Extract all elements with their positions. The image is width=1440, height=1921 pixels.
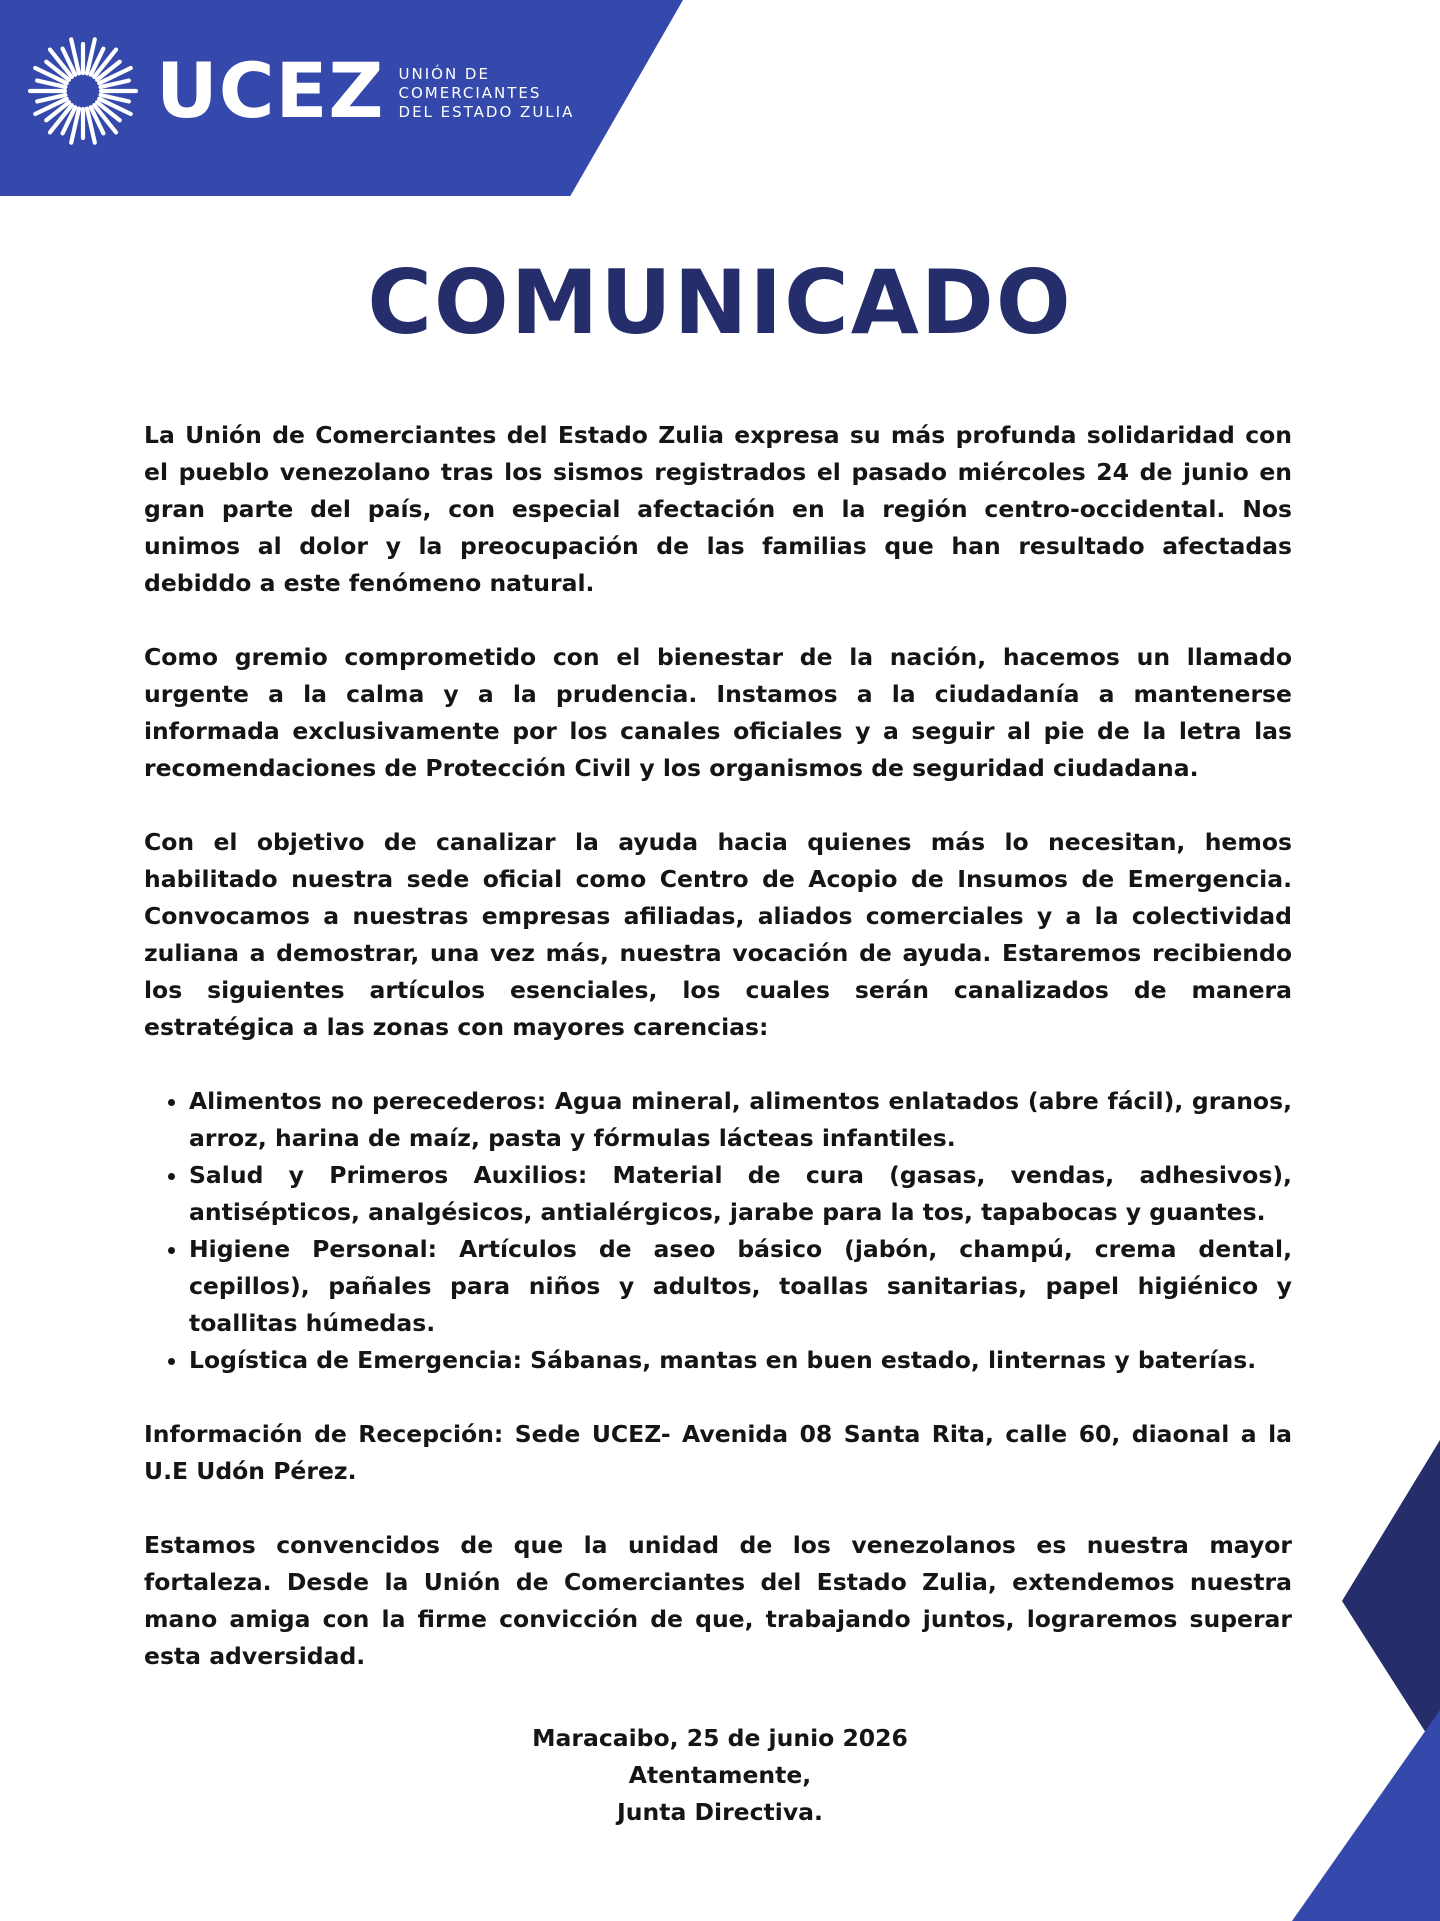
- paragraph-conclusion: Estamos convencidos de que la unidad de los venezolanos es nuestra mayor fortaleza. Desde la Unión de Comerciantes del Estado Zulia, extendemos nuestra mano amiga con la firme convicción de que, trabajando juntos, lograremos superar esta adversidad.: [144, 1531, 1292, 1670]
- document-body: [144, 417, 1292, 1712]
- logo-subtitle: [399, 61, 575, 122]
- paragraph-solidarity: La Unión de Comerciantes del Estado Zulia expresa su más profunda solidaridad con el pueblo venezolano tras los sismos registrados el pasado miércoles 24 de junio en gran parte del país, con especial afectación en la región centro-occidental. Nos unimos al dolor y la preocupación de las familias que han resultado afectadas debiddo a este fenómeno natural.: [144, 421, 1292, 597]
- reception-info: Información de Recepción: Sede UCEZ- Avenida 08 Santa Rita, calle 60, diaonal a la U.E Udón Pérez.: [144, 1420, 1292, 1485]
- list-item: • Alimentos no perecederos: Agua mineral, alimentos enlatados (abre fácil), granos, arroz, harina de maíz, pasta y fórmulas lácteas infantiles.: [189, 1083, 1292, 1157]
- list-item: • Salud y Primeros Auxilios: Material de cura (gasas, vendas, adhesivos), antisépticos, analgésicos, antialérgicos, jarabe para la tos, tapabocas y guantes.: [189, 1157, 1292, 1231]
- paragraph-call-to-calm: Como gremio comprometido con el bienestar de la nación, hacemos un llamado urgente a la calma y a la prudencia. Instamos a la ciudadanía a mantenerse informada exclusivamente por los canales oficiales y a seguir al pie de la letra las recomendaciones de Protección Civil y los organismos de seguridad ciudadana.: [144, 643, 1292, 782]
- dark-triangle-shape: [1342, 1440, 1440, 1755]
- sunburst-logo-icon: [28, 36, 138, 146]
- supplies-list: [144, 1083, 1292, 1379]
- list-item: • Higiene Personal: Artículos de aseo básico (jabón, champú, crema dental, cepillos), pañales para niños y adultos, toallas sanitarias, papel higiénico y toallitas húmedas.: [189, 1231, 1292, 1342]
- document-title: COMUNICADO: [367, 251, 1073, 354]
- logo-subtitle-line: DEL ESTADO ZULIA: [398, 102, 575, 121]
- sunburst-svg: [28, 36, 138, 146]
- logo-wordmark: UCEZ: [156, 46, 385, 135]
- paragraph-collection-center: Con el objetivo de canalizar la ayuda hacia quienes más lo necesitan, hemos habilitado nuestra sede oficial como Centro de Acopio de Insumos de Emergencia. Convocamos a nuestras empresas afiliadas, aliados comerciales y a la colectividad zuliana a demostrar, una vez más, nuestra vocación de ayuda. Estaremos recibiendo los siguientes artículos esenciales, los cuales serán canalizados de manera estratégica a las zonas con mayores carencias:: [144, 828, 1292, 1041]
- signature: Junta Directiva.: [617, 1798, 823, 1826]
- logo-subtitle-line: UNIÓN DE: [398, 64, 490, 83]
- list-item: • Logística de Emergencia: Sábanas, mantas en buen estado, linternas y baterías.: [189, 1342, 1292, 1379]
- logo-subtitle-line: COMERCIANTES: [398, 83, 542, 102]
- closing-block: [0, 1720, 1440, 1831]
- ucez-logo: [28, 36, 574, 146]
- place-date: Maracaibo, 25 de junio 2026: [532, 1724, 908, 1752]
- salutation: Atentamente,: [628, 1761, 812, 1789]
